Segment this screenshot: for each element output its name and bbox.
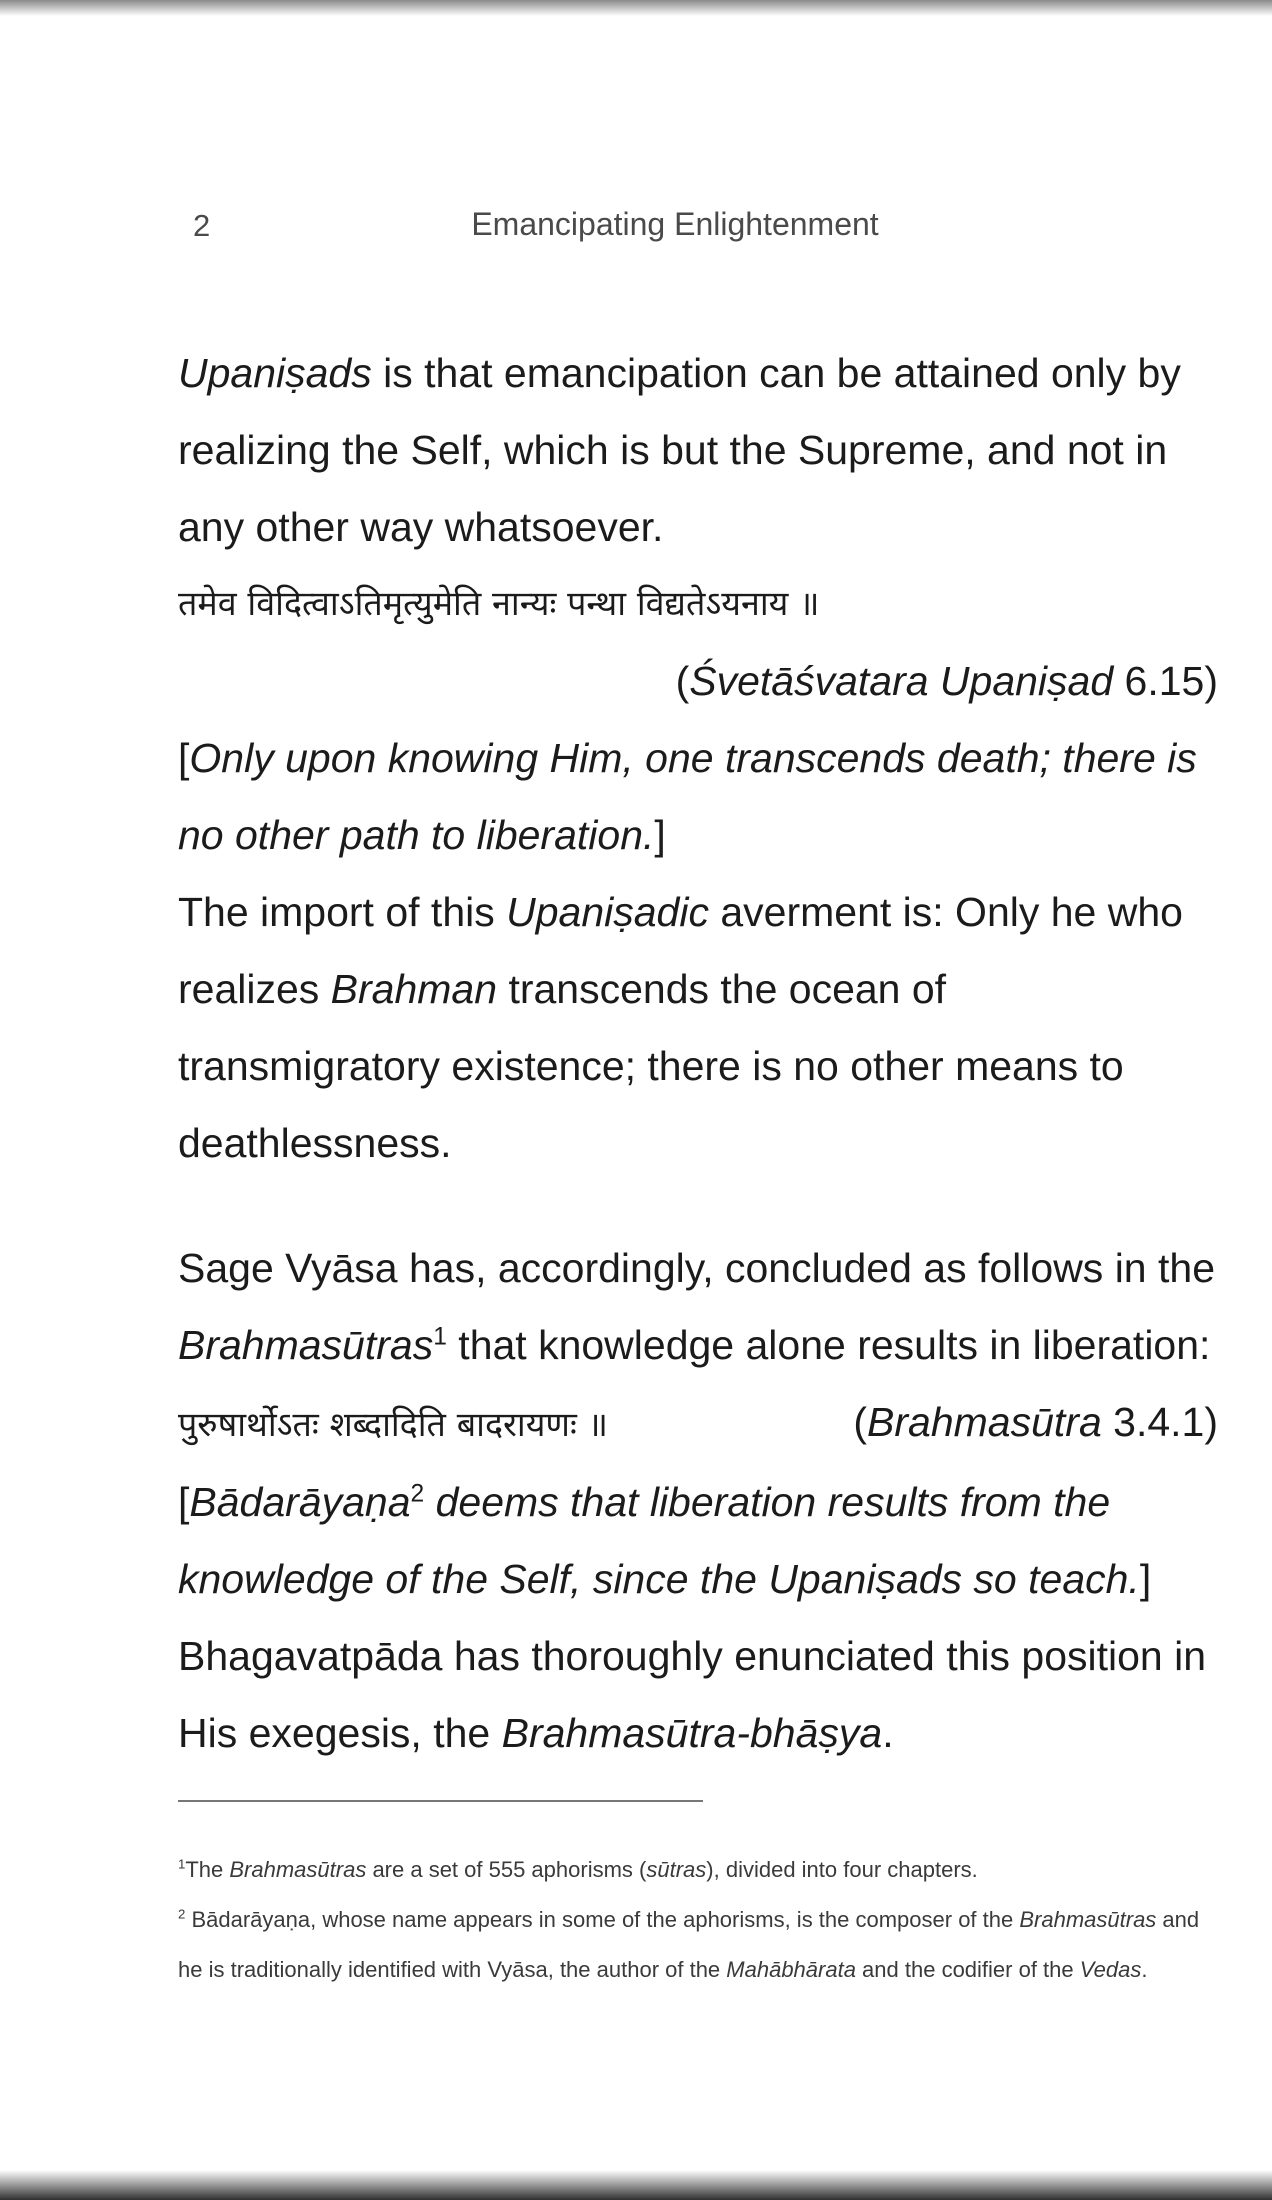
paragraph-2: The import of this Upaniṣadic averment is: Only he who realizes Brahman transcends the ocean of transmigratory existence; there is no other means to deathlessness. — [178, 889, 1183, 1166]
page-top-edge — [0, 0, 1272, 16]
footnote-marker-2: 2 — [410, 1480, 425, 1508]
verse-line-2 — [178, 1384, 1218, 1464]
paragraph-1: Upaniṣads is that emancipation can be attained only by realizing the Self, which is but the Supreme, and not in any other way whatsoever. — [178, 350, 1181, 550]
footnote-2: $^2$ Bādarāyaṇa, whose name appears in some of the aphorisms, is the composer of the Brahmasūtras and he is traditionally identified with Vyāsa, the author of the Mahābhārata and the codifier of the Vedas. — [178, 1906, 1200, 1982]
page-bottom-edge — [0, 2170, 1272, 2200]
verse-reference-2: (Brahmasūtra 3.4.1) — [853, 1399, 1218, 1445]
sanskrit-verse-1: तमेव विदित्वाऽतिमृत्युमेति नान्यः पन्था विद्यतेऽयनाय ॥ — [178, 584, 820, 624]
footnote-marker-1: 1 — [433, 1323, 447, 1351]
footnote-1: $^1$The Brahmasūtras are a set of 555 aphorisms (sūtras), divided into four chapters. — [178, 1856, 978, 1882]
verse-reference-1: (Śvetāśvatara Upaniṣad 6.15) — [675, 658, 1218, 704]
translation-2: [Bādarāyaṇa$^2$ deems that liberation results from the knowledge of the Self, since the Upaniṣads so teach.] — [178, 1479, 1152, 1602]
page-number: 2 — [193, 208, 211, 243]
translation-1: [Only upon knowing Him, one transcends death; there is no other path to liberation.] — [178, 735, 1197, 858]
footnote-divider — [178, 1800, 703, 1802]
footnotes — [178, 1845, 1218, 1995]
paragraph-spacer — [178, 1182, 1218, 1230]
term-upanisads: Upaniṣads — [178, 350, 372, 396]
page-header — [185, 200, 1085, 250]
body-text — [178, 335, 1218, 1772]
paragraph-3: Sage Vyāsa has, accordingly, concluded as follows in the Brahmasūtras$^1$ that knowledge alone results in liberation: — [178, 1245, 1215, 1368]
sanskrit-verse-2: पुरुषार्थोऽतः शब्दादिति बादरायणः ॥ — [178, 1405, 609, 1445]
paragraph-4: Bhagavatpāda has thoroughly enunciated this position in His exegesis, the Brahmasūtra-bhāṣya. — [178, 1633, 1207, 1756]
running-title: Emancipating Enlightenment — [471, 206, 879, 242]
